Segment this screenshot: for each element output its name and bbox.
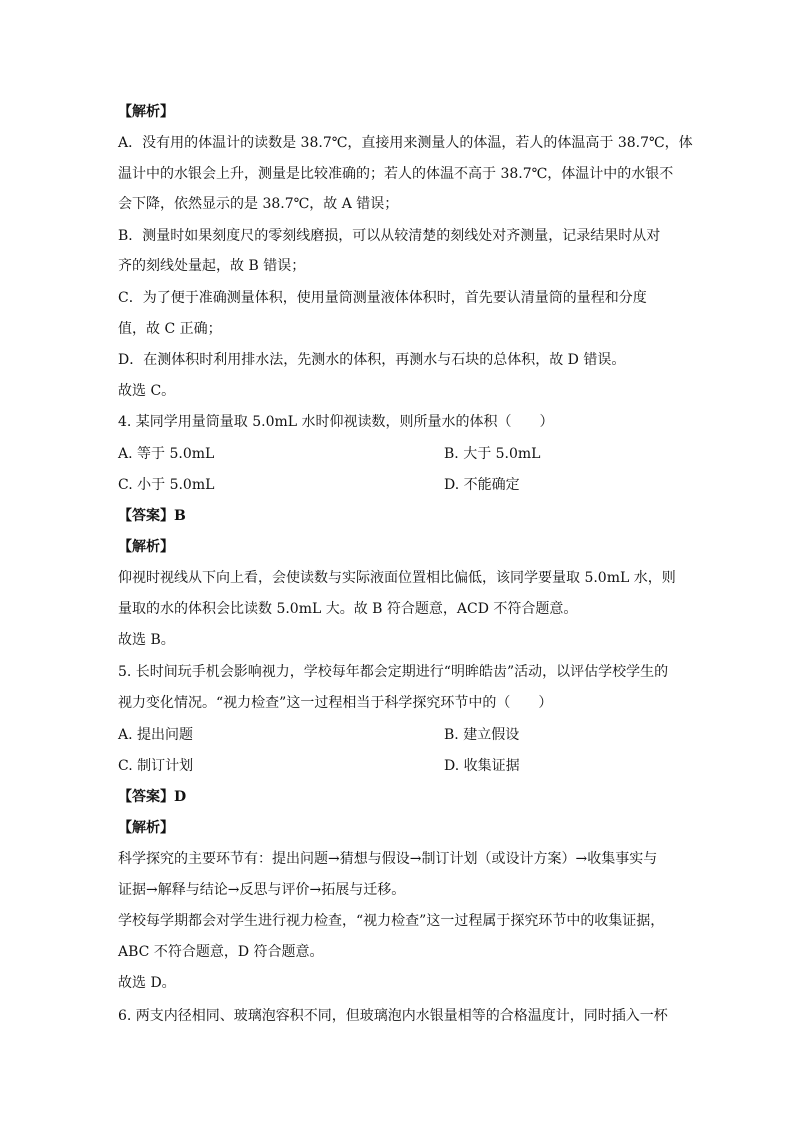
option-d: D. 不能确定	[444, 477, 520, 493]
analysis-line: 量取的水的体积会比读数 5.0mL 大。故 B 符合题意，ACD 不符合题意。	[118, 601, 578, 617]
analysis-line: B．测量时如果刻度尺的零刻线磨损，可以从较清楚的刻线处对齐测量，记录结果时从对	[118, 228, 661, 244]
choice-line: 故选 B。	[118, 632, 175, 648]
question-stem: 视力变化情况。“视力检查”这一过程相当于科学探究环节中的（ ）	[118, 695, 553, 711]
section-header-analysis: 【解析】	[118, 539, 174, 555]
section-header-analysis: 【解析】	[118, 820, 174, 836]
option-c: C. 小于 5.0mL	[118, 477, 215, 493]
question-stem: 4. 某同学用量筒量取 5.0mL 水时仰视读数，则所量水的体积（ ）	[118, 414, 554, 430]
option-a: A. 提出问题	[118, 727, 194, 743]
analysis-line: 仰视时视线从下向上看，会使读数与实际液面位置相比偏低，该同学要量取 5.0mL 水，则	[118, 570, 676, 586]
analysis-line: 学校每学期都会对学生进行视力检查，“视力检查”这一过程属于探究环节中的收集证据，	[118, 913, 665, 929]
choice-line: 故选 D。	[118, 975, 176, 991]
option-a: A. 等于 5.0mL	[118, 446, 215, 462]
option-b: B. 建立假设	[444, 727, 520, 743]
analysis-line: 会下降，依然显示的是 38.7℃，故 A 错误；	[118, 196, 399, 212]
analysis-line: D．在测体积时利用排水法，先测水的体积，再测水与石块的总体积，故 D 错误。	[118, 352, 626, 368]
answer-line: 【答案】D	[118, 789, 187, 805]
option-b: B. 大于 5.0mL	[444, 446, 541, 462]
analysis-line: 科学探究的主要环节有：提出问题→猜想与假设→制订计划（或设计方案）→收集事实与	[118, 851, 658, 867]
analysis-line: C．为了便于准确测量体积，使用量筒测量液体体积时，首先要认清量筒的量程和分度	[118, 290, 647, 306]
question-stem: 6. 两支内径相同、玻璃泡容积不同，但玻璃泡内水银量相等的合格温度计，同时插入一杯	[118, 1008, 668, 1024]
answer-line: 【答案】B	[118, 508, 186, 524]
question-stem: 5. 长时间玩手机会影响视力，学校每年都会定期进行“明眸皓齿”活动，以评估学校学生的	[118, 664, 669, 680]
analysis-line: A．没有用的体温计的读数是 38.7℃，直接用来测量人的体温，若人的体温高于 38.7℃，体	[118, 135, 693, 151]
option-c: C. 制订计划	[118, 758, 194, 774]
analysis-line: 值，故 C 正确；	[118, 321, 222, 337]
analysis-line: 温计中的水银会上升，测量是比较准确的；若人的体温不高于 38.7℃，体温计中的水银不	[118, 166, 674, 182]
choice-line: 故选 C。	[118, 383, 176, 399]
analysis-line: 齐的刻线处量起，故 B 错误；	[118, 258, 306, 274]
analysis-line: 证据→解释与结论→反思与评价→拓展与迁移。	[118, 882, 406, 898]
analysis-line: ABC 不符合题意，D 符合题意。	[118, 944, 324, 960]
option-d: D. 收集证据	[444, 758, 520, 774]
section-header-analysis: 【解析】	[118, 104, 174, 120]
